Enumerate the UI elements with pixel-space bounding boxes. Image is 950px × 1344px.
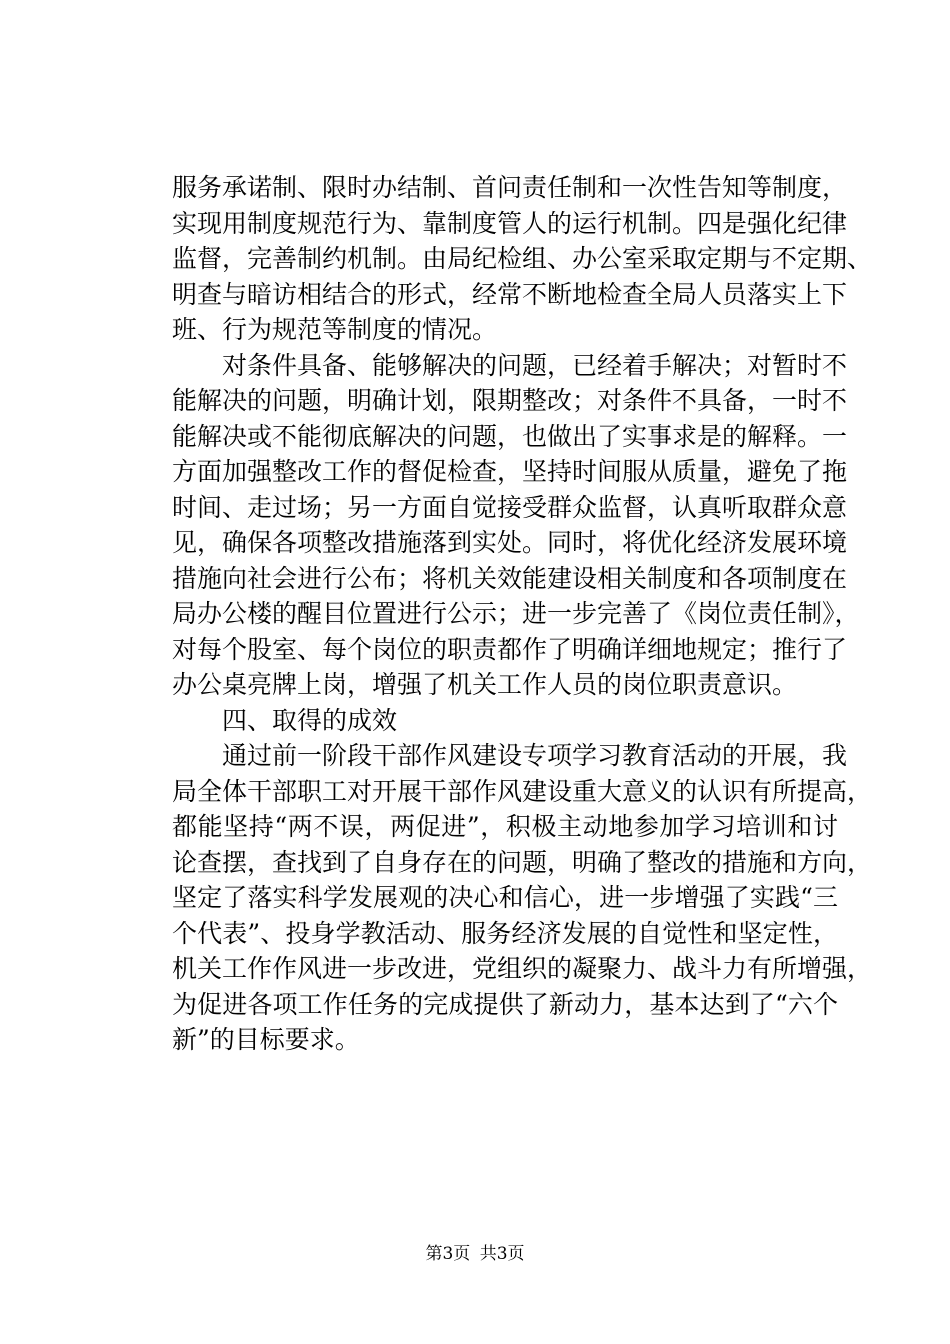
text-line: 方面加强整改工作的督促检查，坚持时间服从质量，避免了拖 bbox=[172, 457, 848, 486]
text-line: 时间、走过场；另一方面自觉接受群众监督，认真听取群众意 bbox=[172, 492, 848, 522]
text-line: 见，确保各项整改措施落到实处。同时，将优化经济发展环境 bbox=[172, 528, 848, 557]
text-line: 都能坚持“两不误，两促进”，积极主动地参加学习培训和讨 bbox=[172, 812, 838, 841]
text-line: 班、行为规范等制度的情况。 bbox=[172, 315, 498, 344]
body-text bbox=[172, 170, 873, 1058]
page-footer bbox=[0, 1244, 950, 1264]
text-line: 通过前一阶段干部作风建设专项学习教育活动的开展，我 bbox=[172, 741, 848, 770]
text-line: 能解决或不能彻底解决的问题，也做出了实事求是的解释。一 bbox=[172, 421, 848, 451]
text-line: 局全体干部职工对开展干部作风建设重大意义的认识有所提高， bbox=[172, 776, 873, 806]
text-line: 对每个股室、每个岗位的职责都作了明确详细地规定；推行了 bbox=[172, 634, 848, 664]
page-total: 共3页 bbox=[479, 1244, 525, 1264]
text-line: 个代表”、投身学教活动、服务经济发展的自觉性和坚定性， bbox=[172, 918, 838, 948]
page-number: 第3页 bbox=[425, 1244, 471, 1264]
text-line: 监督，完善制约机制。由局纪检组、办公室采取定期与不定期、 bbox=[172, 244, 873, 273]
text-line: 能解决的问题，明确计划，限期整改；对条件不具备，一时不 bbox=[172, 386, 848, 415]
text-line: 明查与暗访相结合的形式，经常不断地检查全局人员落实上下 bbox=[172, 279, 848, 309]
text-line: 对条件具备、能够解决的问题，已经着手解决；对暂时不 bbox=[172, 350, 848, 380]
text-line: 坚定了落实科学发展观的决心和信心，进一步增强了实践“三 bbox=[172, 883, 838, 912]
text-line: 为促进各项工作任务的完成提供了新动力，基本达到了“六个 bbox=[172, 989, 838, 1019]
section-heading: 四、取得的成效 bbox=[172, 705, 398, 735]
text-line: 机关工作作风进一步改进，党组织的凝聚力、战斗力有所增强， bbox=[172, 954, 873, 983]
text-line: 新”的目标要求。 bbox=[172, 1025, 360, 1054]
text-line: 局办公楼的醒目位置进行公示；进一步完善了《岗位责任制》， bbox=[172, 599, 860, 628]
text-line: 办公桌亮牌上岗，增强了机关工作人员的岗位职责意识。 bbox=[172, 670, 798, 699]
text-line: 论查摆，查找到了自身存在的问题，明确了整改的措施和方向， bbox=[172, 847, 873, 877]
text-line: 措施向社会进行公布；将机关效能建设相关制度和各项制度在 bbox=[172, 563, 848, 593]
text-line: 实现用制度规范行为、靠制度管人的运行机制。四是强化纪律 bbox=[172, 208, 848, 238]
text-line: 服务承诺制、限时办结制、首问责任制和一次性告知等制度， bbox=[172, 173, 848, 202]
